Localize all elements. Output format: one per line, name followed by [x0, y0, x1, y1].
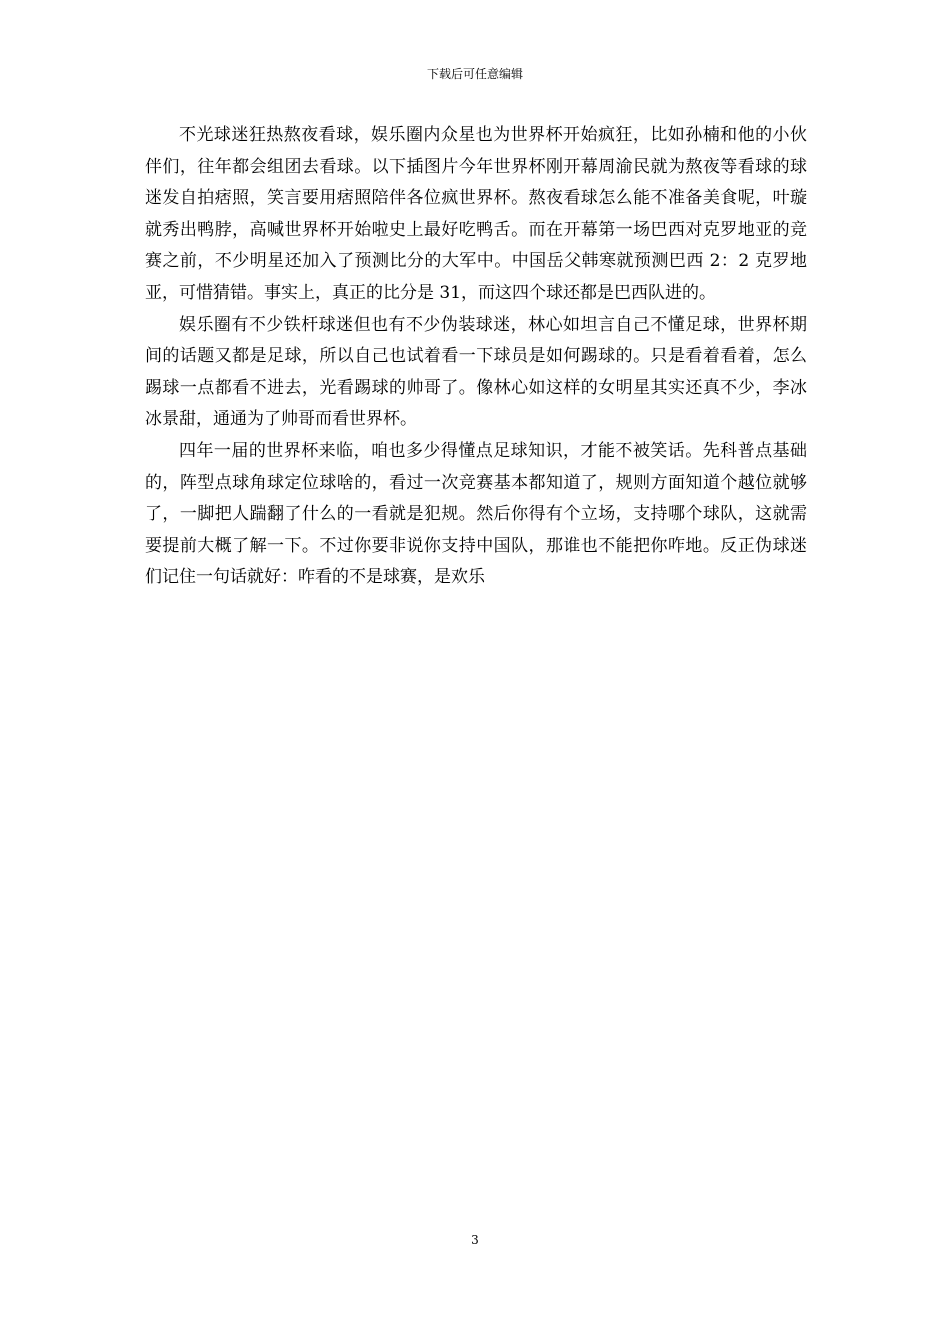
paragraph-1: 不光球迷狂热熬夜看球，娱乐圈内众星也为世界杯开始疯狂，比如孙楠和他的小伙伴们，往年都会组团去看球。以下插图片今年世界杯刚开幕周渝民就为熬夜等看球的球迷发自拍痞照，笑言要用痞照陪伴各位疯世界杯。熬夜看球怎么能不准备美食呢，叶璇就秀出鸭脖，高喊世界杯开始啦史上最好吃鸭舌。而在开幕第一场巴西对克罗地亚的竞赛之前，不少明星还加入了预测比分的大军中。中国岳父韩寒就预测巴西 2：2 克罗地亚，可惜猜错。事实上，真正的比分是 31，而这四个球还都是巴西队进的。	[145, 125, 807, 303]
page-header-note: 下载后可任意编辑	[426, 67, 523, 81]
document-body	[145, 120, 807, 594]
paragraph-3: 四年一届的世界杯来临，咱也多少得懂点足球知识，才能不被笑话。先科普点基础的，阵型点球角球定位球啥的，看过一次竞赛基本都知道了，规则方面知道个越位就够了，一脚把人踹翻了什么的一看就是犯规。然后你得有个立场，支持哪个球队，这就需要提前大概了解一下。不过你要非说你支持中国队，那谁也不能把你咋地。反正伪球迷们记住一句话就好：咋看的不是球赛，是欢乐	[145, 440, 807, 588]
paragraph-2: 娱乐圈有不少铁杆球迷但也有不少伪装球迷，林心如坦言自己不懂足球，世界杯期间的话题又都是足球，所以自己也试着看一下球员是如何踢球的。只是看着看着，怎么踢球一点都看不进去，光看踢球的帅哥了。像林心如这样的女明星其实还真不少，李冰冰景甜，通通为了帅哥而看世界杯。	[145, 314, 807, 430]
page-number: 3	[471, 1233, 479, 1247]
